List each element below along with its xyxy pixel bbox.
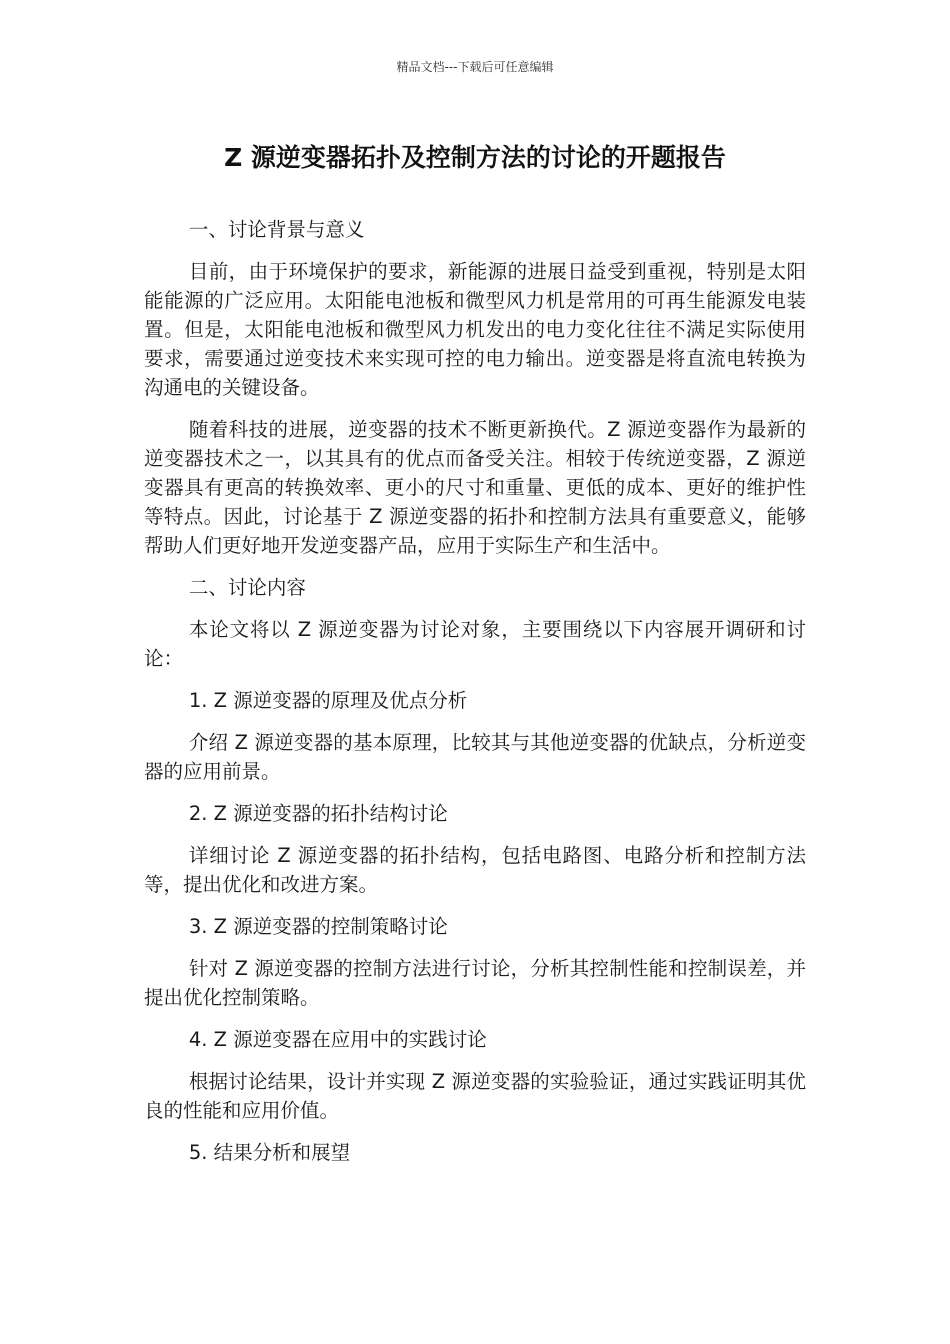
paragraph-content-intro: 本论文将以 Z 源逆变器为讨论对象，主要围绕以下内容展开调研和讨论：: [144, 618, 806, 670]
header-note: 精品文档---下载后可任意编辑: [396, 60, 554, 74]
item-paragraph-1: 介绍 Z 源逆变器的基本原理，比较其与其他逆变器的优缺点，分析逆变器的应用前景。: [144, 731, 806, 783]
document-body: [144, 215, 806, 1180]
item-paragraph-4: 根据讨论结果，设计并实现 Z 源逆变器的实验验证，通过实践证明其优良的性能和应用价值。: [144, 1070, 806, 1122]
section-heading-content: 二、讨论内容: [188, 576, 306, 599]
item-heading-1: 1. Z 源逆变器的原理及优点分析: [188, 689, 468, 712]
item-heading-4: 4. Z 源逆变器在应用中的实践讨论: [188, 1028, 487, 1051]
paragraph-background-2: 随着科技的进展，逆变器的技术不断更新换代。Z 源逆变器作为最新的逆变器技术之一，以其具有的优点而备受关注。相较于传统逆变器，Z 源逆变器具有更高的转换效率、更小的尺寸和重量、更低的成本、更好的维护性等特点。因此，讨论基于 Z 源逆变器的拓扑和控制方法具有重要意义，能够帮助人们更好地开发逆变器产品，应用于实际生产和生活中。: [144, 418, 806, 557]
document-title: Z 源逆变器拓扑及控制方法的讨论的开题报告: [224, 143, 726, 172]
item-paragraph-3: 针对 Z 源逆变器的控制方法进行讨论，分析其控制性能和控制误差，并提出优化控制策略。: [144, 957, 806, 1009]
item-paragraph-2: 详细讨论 Z 源逆变器的拓扑结构，包括电路图、电路分析和控制方法等，提出优化和改进方案。: [144, 844, 806, 896]
paragraph-background-1: 目前，由于环境保护的要求，新能源的进展日益受到重视，特别是太阳能能源的广泛应用。太阳能电池板和微型风力机是常用的可再生能源发电装置。但是，太阳能电池板和微型风力机发出的电力变化往往不满足实际使用要求，需要通过逆变技术来实现可控的电力输出。逆变器是将直流电转换为沟通电的关键设备。: [144, 260, 806, 399]
item-heading-5: 5. 结果分析和展望: [188, 1141, 351, 1164]
section-heading-background: 一、讨论背景与意义: [188, 218, 365, 241]
item-heading-3: 3. Z 源逆变器的控制策略讨论: [188, 915, 448, 938]
item-heading-2: 2. Z 源逆变器的拓扑结构讨论: [188, 802, 448, 825]
